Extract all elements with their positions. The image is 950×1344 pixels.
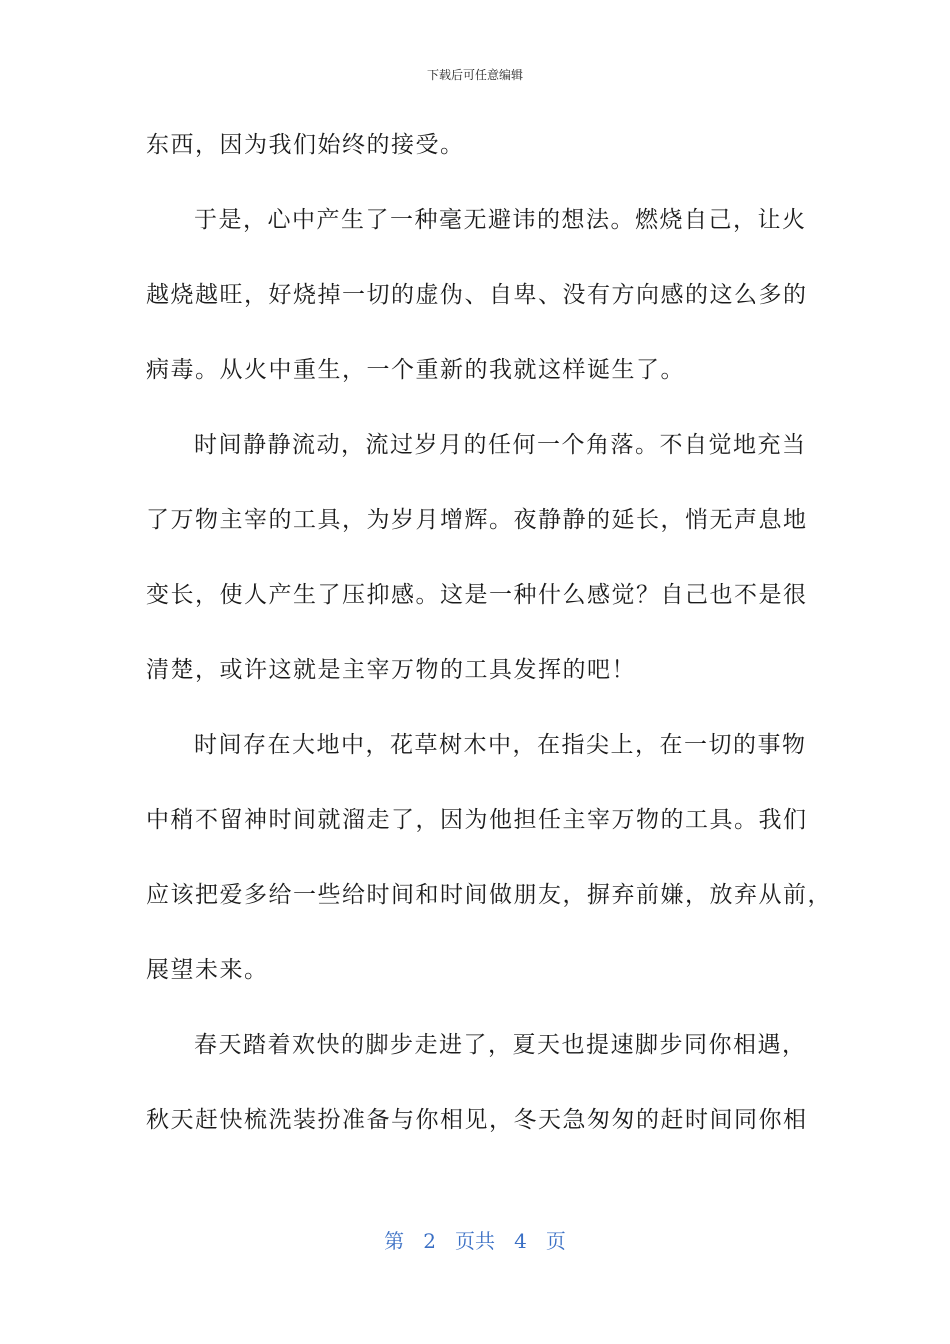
text-line: 应该把爱多给一些给时间和时间做朋友，摒弃前嫌，放弃从前， <box>146 882 832 908</box>
text-line: 展望未来。 <box>146 957 269 983</box>
text-line: 时间静静流动，流过岁月的任何一个角落。不自觉地充当 <box>194 432 807 458</box>
footer-prefix: 第 <box>384 1229 405 1253</box>
footer-middle: 页共 <box>455 1229 495 1253</box>
current-page-number: 2 <box>423 1229 436 1253</box>
text-line: 秋天赶快梳洗装扮准备与你相见，冬天急匆匆的赶时间同你相 <box>146 1107 808 1133</box>
text-line: 越烧越旺，好烧掉一切的虚伪、自卑、没有方向感的这么多的 <box>146 282 808 308</box>
text-line: 春天踏着欢快的脚步走进了，夏天也提速脚步同你相遇， <box>194 1032 807 1058</box>
page-header: 下载后可任意编辑 <box>426 68 523 82</box>
text-line: 了万物主宰的工具，为岁月增辉。夜静静的延长，悄无声息地 <box>146 507 808 533</box>
page-number-footer <box>0 1225 950 1254</box>
text-line: 中稍不留神时间就溜走了，因为他担任主宰万物的工具。我们 <box>146 807 808 833</box>
text-line: 病毒。从火中重生，一个重新的我就这样诞生了。 <box>146 357 685 383</box>
text-line: 东西，因为我们始终的接受。 <box>146 132 465 158</box>
footer-suffix: 页 <box>545 1229 566 1253</box>
text-line: 变长，使人产生了压抑感。这是一种什么感觉？自己也不是很 <box>146 582 808 608</box>
total-page-number: 4 <box>514 1229 527 1253</box>
text-line: 时间存在大地中，花草树木中，在指尖上，在一切的事物 <box>194 732 807 758</box>
text-line: 清楚，或许这就是主宰万物的工具发挥的吧！ <box>146 657 636 683</box>
text-line: 于是，心中产生了一种毫无避讳的想法。燃烧自己，让火 <box>194 207 807 233</box>
